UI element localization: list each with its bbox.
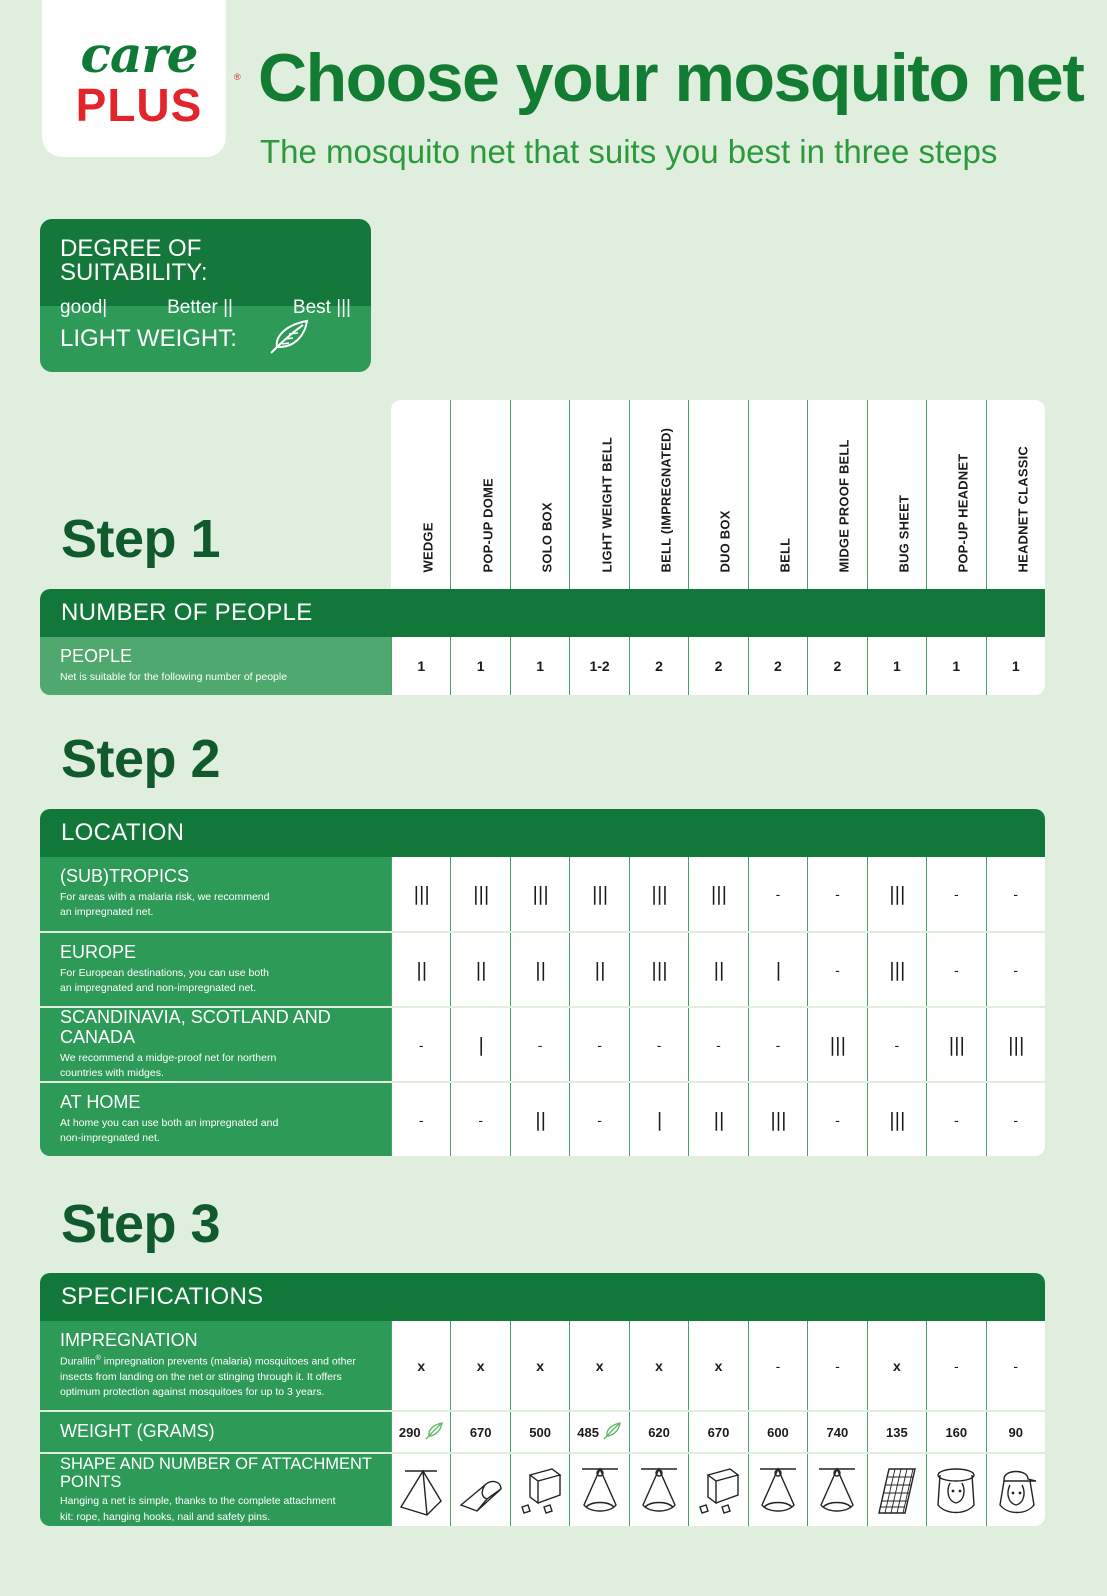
- suitability-heading: DEGREE OF SUITABILITY:: [60, 235, 208, 286]
- legend-box: [40, 219, 371, 372]
- value-cell: |||: [450, 857, 509, 931]
- weight-value: 290: [398, 1424, 421, 1440]
- step-2-heading: Step 2: [61, 729, 221, 789]
- value-cell: |||: [688, 857, 747, 931]
- weight-cell: [748, 1412, 807, 1452]
- logo-registered-mark: ®: [234, 72, 241, 82]
- weight-value: 135: [886, 1424, 908, 1440]
- product-column: [807, 400, 866, 590]
- shape-cell: [926, 1454, 985, 1526]
- light-weight-label: LIGHT WEIGHT:: [60, 325, 237, 352]
- value-cell: 1: [510, 637, 569, 695]
- step-3-heading: Step 3: [61, 1194, 221, 1254]
- impregnation-row-label: [40, 1321, 391, 1410]
- product-column: [867, 400, 926, 590]
- value-cell: x: [629, 1321, 688, 1410]
- weight-row-label: [40, 1412, 391, 1452]
- weight-cell: [926, 1412, 985, 1452]
- location-section-header: LOCATION: [40, 809, 1045, 857]
- weight-cell: [450, 1412, 509, 1452]
- product-column: [986, 400, 1045, 590]
- product-column: [688, 400, 747, 590]
- value-cell: 1: [450, 637, 509, 695]
- row-description: Net is suitable for the following number of people: [60, 670, 288, 683]
- value-cell: ||: [569, 933, 628, 1006]
- product-column: [569, 400, 628, 590]
- weight-value: 670: [469, 1424, 492, 1440]
- row-title: IMPREGNATION: [60, 1330, 198, 1351]
- value-cell: -: [569, 1008, 628, 1081]
- feather-icon: [602, 1421, 622, 1444]
- weight-value: 90: [1008, 1424, 1023, 1440]
- value-cell: 1: [986, 637, 1045, 695]
- people-row-label: [40, 637, 391, 695]
- bell-shape-icon: [635, 1461, 683, 1520]
- value-cell: |||: [807, 1008, 866, 1081]
- value-cell: 2: [629, 637, 688, 695]
- value-cell: |||: [867, 933, 926, 1006]
- row-description: [60, 890, 391, 920]
- suitability-levels: [60, 297, 351, 319]
- row-description: [60, 1116, 391, 1146]
- page-title: Choose your mosquito net: [258, 40, 1084, 116]
- desc-line-2: an impregnated net.: [60, 906, 154, 919]
- desc-line-2: an impregnated and non-impregnated net.: [60, 981, 257, 994]
- value-cell: -: [450, 1083, 509, 1156]
- value-cell: -: [926, 1083, 985, 1156]
- table-row: [40, 1006, 1045, 1081]
- row-description: [60, 966, 391, 996]
- product-name: POP-UP HEADNET: [955, 453, 971, 573]
- value-cell: x: [510, 1321, 569, 1410]
- weight-cell: [510, 1412, 569, 1452]
- value-cell: ||: [510, 933, 569, 1006]
- location-values: [391, 1083, 1045, 1156]
- weight-value: 500: [529, 1424, 551, 1440]
- value-cell: -: [748, 1008, 807, 1081]
- row-title: (SUB)TROPICS: [60, 866, 190, 887]
- product-name: SOLO BOX: [539, 502, 555, 573]
- product-column: [926, 400, 985, 590]
- value-cell: -: [748, 857, 807, 931]
- location-rows: [40, 857, 1045, 1156]
- bell-shape-icon: [813, 1461, 861, 1520]
- value-cell: x: [391, 1321, 450, 1410]
- value-cell: -: [807, 933, 866, 1006]
- value-cell: |||: [629, 857, 688, 931]
- weight-value: 160: [945, 1424, 968, 1440]
- logo-plus-text: PLUS: [75, 79, 203, 131]
- logo-care-text: care: [80, 25, 198, 84]
- value-cell: |||: [629, 933, 688, 1006]
- impregnation-values: [391, 1321, 1045, 1410]
- weight-cell: [986, 1412, 1045, 1452]
- location-values: [391, 857, 1045, 931]
- desc-line-1: For European destinations, you can use both: [60, 966, 269, 979]
- product-name: DUO BOX: [717, 510, 733, 573]
- weight-values: [391, 1412, 1045, 1452]
- table-row: [40, 1452, 1045, 1526]
- shape-cell: [450, 1454, 509, 1526]
- row-title: EUROPE: [60, 941, 137, 962]
- weight-value: 600: [767, 1424, 789, 1440]
- location-row-label: [40, 933, 391, 1006]
- bell-shape-icon: [754, 1461, 802, 1520]
- value-cell: -: [986, 1321, 1045, 1410]
- step-1-heading: Step 1: [61, 509, 221, 569]
- specifications-section-header: SPECIFICATIONS: [40, 1273, 1045, 1321]
- value-cell: -: [926, 1321, 985, 1410]
- weight-cell: [688, 1412, 747, 1452]
- wedge-shape-icon: [397, 1461, 445, 1520]
- value-cell: -: [391, 1008, 450, 1081]
- value-cell: ||: [510, 1083, 569, 1156]
- product-name: LIGHT WEIGHT BELL: [599, 436, 615, 573]
- feather-icon: [267, 319, 311, 360]
- row-title: WEIGHT (GRAMS): [60, 1421, 215, 1442]
- page-subtitle: The mosquito net that suits you best in three steps: [260, 133, 998, 170]
- shape-values: [391, 1454, 1045, 1526]
- product-column: [510, 400, 569, 590]
- value-cell: -: [569, 1083, 628, 1156]
- value-cell: |||: [391, 857, 450, 931]
- desc-line-2: countries with midges.: [60, 1066, 164, 1079]
- table-row: [40, 637, 1045, 695]
- value-cell: x: [450, 1321, 509, 1410]
- value-cell: -: [926, 933, 985, 1006]
- desc-line-2: insects from landing on the net or stinging through it. It offers: [60, 1370, 342, 1383]
- value-cell: -: [807, 1083, 866, 1156]
- product-name: MIDGE PROOF BELL: [836, 439, 852, 573]
- value-cell: -: [986, 933, 1045, 1006]
- level-better: Better ||: [167, 297, 233, 318]
- product-name: WEDGE: [420, 522, 436, 573]
- desc-line-1: Hanging a net is simple, thanks to the complete attachment: [60, 1495, 336, 1508]
- product-name: BELL: [777, 537, 793, 573]
- value-cell: 1: [926, 637, 985, 695]
- row-title: SCANDINAVIA, SCOTLAND AND CANADA: [60, 1006, 331, 1047]
- brand-logo: [42, 0, 241, 157]
- location-values: [391, 933, 1045, 1006]
- value-cell: ||: [688, 1083, 747, 1156]
- headnet-classic-icon: [992, 1461, 1040, 1520]
- value-cell: ||: [391, 933, 450, 1006]
- table-row: [40, 931, 1045, 1006]
- product-column: [748, 400, 807, 590]
- value-cell: -: [391, 1083, 450, 1156]
- product-name: POP-UP DOME: [480, 478, 496, 573]
- value-cell: 1: [391, 637, 450, 695]
- value-cell: |||: [510, 857, 569, 931]
- value-cell: |||: [986, 1008, 1045, 1081]
- shape-cell: [688, 1454, 747, 1526]
- value-cell: 2: [748, 637, 807, 695]
- bell-shape-icon: [576, 1461, 624, 1520]
- value-cell: |||: [748, 1083, 807, 1156]
- desc-line-1: For areas with a malaria risk, we recommend: [60, 891, 270, 904]
- value-cell: ||: [688, 933, 747, 1006]
- feather-icon: [424, 1421, 444, 1444]
- table-row: [40, 1321, 1045, 1410]
- value-cell: |||: [867, 857, 926, 931]
- location-values: [391, 1008, 1045, 1081]
- shape-cell: [629, 1454, 688, 1526]
- value-cell: 2: [807, 637, 866, 695]
- weight-cell: [391, 1412, 450, 1452]
- desc-line-2: kit: rope, hanging hooks, nail and safety pins.: [60, 1510, 271, 1523]
- desc-line-2: non-impregnated net.: [60, 1131, 160, 1144]
- value-cell: -: [629, 1008, 688, 1081]
- row-description: [60, 1051, 391, 1081]
- people-values: [391, 637, 1045, 695]
- desc-line-1: We recommend a midge-proof net for northern: [60, 1051, 277, 1064]
- value-cell: -: [510, 1008, 569, 1081]
- product-column: [391, 400, 450, 590]
- row-title: PEOPLE: [60, 645, 133, 666]
- pop-up-dome-shape-icon: [457, 1461, 505, 1520]
- shape-cell: [807, 1454, 866, 1526]
- pop-up-headnet-icon: [932, 1461, 980, 1520]
- value-cell: ||: [450, 933, 509, 1006]
- table-row: [40, 1081, 1045, 1156]
- row-description: [60, 1494, 391, 1524]
- value-cell: |||: [569, 857, 628, 931]
- level-good: good|: [60, 297, 108, 318]
- location-row-label: [40, 857, 391, 931]
- shape-cell: [748, 1454, 807, 1526]
- sheet-shape-icon: [873, 1461, 921, 1520]
- weight-value: 740: [826, 1424, 849, 1440]
- weight-value: 485: [577, 1424, 599, 1440]
- shape-cell: [510, 1454, 569, 1526]
- suitability-legend: [40, 219, 371, 318]
- weight-value: 620: [648, 1424, 670, 1440]
- specifications-section: [40, 1273, 1045, 1526]
- value-cell: x: [688, 1321, 747, 1410]
- value-cell: -: [807, 1321, 866, 1410]
- weight-cell: [867, 1412, 926, 1452]
- product-name: HEADNET CLASSIC: [1015, 445, 1031, 573]
- people-section-header: NUMBER OF PEOPLE: [40, 589, 1045, 637]
- value-cell: -: [867, 1008, 926, 1081]
- table-row: [40, 1410, 1045, 1452]
- product-column: [450, 400, 509, 590]
- value-cell: x: [867, 1321, 926, 1410]
- product-name: BELL (IMPREGNATED): [658, 427, 674, 573]
- product-column: [629, 400, 688, 590]
- value-cell: 1: [867, 637, 926, 695]
- value-cell: -: [986, 857, 1045, 931]
- level-best: Best |||: [292, 297, 351, 318]
- table-row: [40, 857, 1045, 931]
- value-cell: 2: [688, 637, 747, 695]
- value-cell: |: [450, 1008, 509, 1081]
- desc-brand: Durallin: [60, 1355, 96, 1368]
- weight-cell: [807, 1412, 866, 1452]
- weight-value: 670: [707, 1424, 730, 1440]
- value-cell: |||: [926, 1008, 985, 1081]
- shape-cell: [391, 1454, 450, 1526]
- value-cell: -: [807, 857, 866, 931]
- row-title: AT HOME: [60, 1091, 141, 1112]
- location-row-label: [40, 1008, 391, 1081]
- desc-line-3: optimum protection against mosquitoes for up to 3 years.: [60, 1385, 325, 1398]
- shape-cell: [986, 1454, 1045, 1526]
- box-shape-icon: [694, 1461, 742, 1520]
- value-cell: |||: [867, 1083, 926, 1156]
- product-name: BUG SHEET: [896, 494, 912, 573]
- row-description: [60, 1354, 391, 1400]
- product-header: [391, 400, 1045, 590]
- people-section: [40, 589, 1045, 695]
- shape-cell: [569, 1454, 628, 1526]
- value-cell: -: [748, 1321, 807, 1410]
- value-cell: x: [569, 1321, 628, 1410]
- shape-row-label: [40, 1454, 391, 1526]
- weight-cell: [629, 1412, 688, 1452]
- value-cell: -: [926, 857, 985, 931]
- shape-cell: [867, 1454, 926, 1526]
- value-cell: |: [629, 1083, 688, 1156]
- value-cell: |: [748, 933, 807, 1006]
- desc-line-1: At home you can use both an impregnated and: [60, 1116, 279, 1129]
- location-section: [40, 809, 1045, 1156]
- desc-registered: ®: [95, 1354, 101, 1362]
- value-cell: -: [688, 1008, 747, 1081]
- location-row-label: [40, 1083, 391, 1156]
- value-cell: 1-2: [569, 637, 628, 695]
- row-title: SHAPE AND NUMBER OF ATTACHMENT POINTS: [60, 1455, 372, 1492]
- desc-line-1: impregnation prevents (malaria) mosquitoes and other: [100, 1355, 356, 1368]
- box-shape-icon: [516, 1461, 564, 1520]
- value-cell: -: [986, 1083, 1045, 1156]
- weight-cell: [569, 1412, 628, 1452]
